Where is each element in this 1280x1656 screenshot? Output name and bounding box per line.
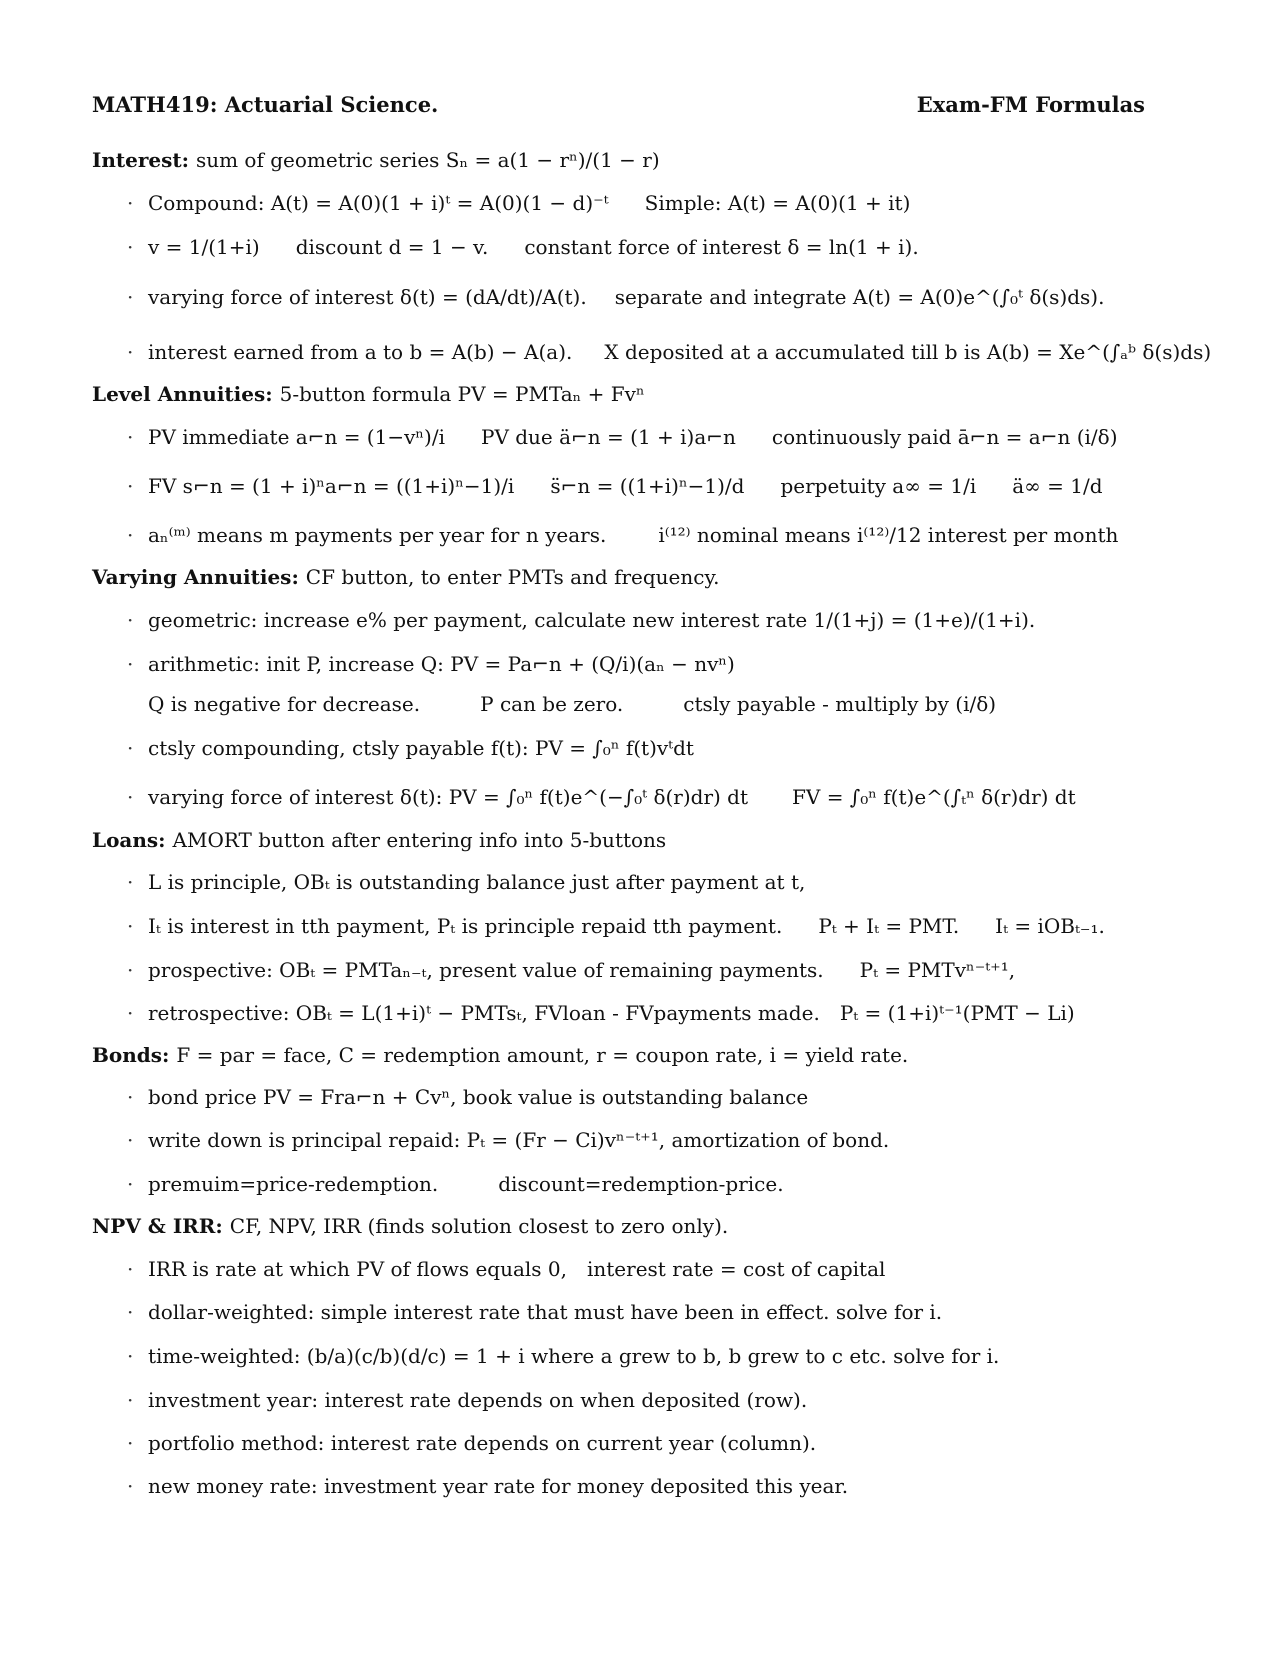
sheet-title: Exam-FM Formulas — [916, 92, 1145, 117]
formula-segment: FV = ∫₀ⁿ f(t)e^(∫ₜⁿ δ(r)dr) dt — [792, 785, 1076, 809]
formula-segment: Iₜ = iOBₜ₋₁. — [995, 914, 1105, 938]
bullet-icon: · — [127, 608, 134, 632]
formula-line — [0, 1077, 1280, 1117]
bullet-icon: · — [127, 1257, 134, 1281]
formula-segment: Pₜ + Iₜ = PMT. — [818, 914, 960, 938]
formula-segment: v = 1/(1+i) — [148, 235, 260, 259]
bullet-icon: · — [127, 191, 134, 215]
section-heading — [0, 1035, 1280, 1075]
bullet-icon: · — [127, 523, 134, 547]
bullet-icon: · — [127, 785, 134, 809]
bullet-icon: · — [127, 1172, 134, 1196]
section-heading — [0, 1206, 1280, 1246]
formula-line — [0, 1466, 1280, 1506]
formula-segment: premuim=price-redemption. — [148, 1172, 439, 1196]
formula-line — [0, 466, 1280, 506]
formula-segment: discount=redemption-price. — [498, 1172, 784, 1196]
formula-segment: prospective: OBₜ = PMTaₙ₋ₜ, present value of remaining payments. — [148, 958, 824, 982]
formula-segment: IRR is rate at which PV of flows equals 0, — [148, 1257, 567, 1281]
formula-segment: i⁽¹²⁾ nominal means i⁽¹²⁾/12 interest per month — [658, 523, 1119, 547]
formula-segment: ä∞ = 1/d — [1012, 474, 1103, 498]
formula-line — [0, 600, 1280, 640]
formula-segment: investment year: interest rate depends on when deposited (row). — [148, 1388, 808, 1412]
formula-line — [0, 227, 1280, 267]
formula-segment: varying force of interest δ(t): PV = ∫₀ⁿ f(t)e^(−∫₀ᵗ δ(r)dr) dt — [148, 785, 749, 809]
bullet-icon: · — [127, 1344, 134, 1368]
bullet-icon: · — [127, 235, 134, 259]
bullet-icon: · — [127, 474, 134, 498]
section-title: Varying Annuities: — [92, 565, 306, 589]
section-title: Level Annuities: — [92, 382, 280, 406]
formula-segment: retrospective: OBₜ = L(1+i)ᵗ − PMTsₜ, FVloan - FVpayments made. — [148, 1001, 820, 1025]
formula-segment: Iₜ is interest in tth payment, Pₜ is principle repaid tth payment. — [148, 914, 783, 938]
formula-segment: bond price PV = Fra⌐n + Cvⁿ, book value is outstanding balance — [148, 1085, 809, 1109]
formula-segment: Pₜ = PMTvⁿ⁻ᵗ⁺¹, — [859, 958, 1016, 982]
section-heading — [0, 557, 1280, 597]
bullet-icon: · — [127, 914, 134, 938]
section-title: Bonds: — [92, 1043, 177, 1067]
formula-segment: X deposited at a accumulated till b is A(b) = Xe^(∫ₐᵇ δ(s)ds) — [604, 340, 1212, 364]
formula-segment: Compound: A(t) = A(0)(1 + i)ᵗ = A(0)(1 − d)⁻ᵗ — [148, 191, 609, 215]
bullet-icon: · — [127, 736, 134, 760]
section-title: Loans: — [92, 828, 173, 852]
formula-line — [0, 993, 1280, 1033]
formula-line — [0, 417, 1280, 457]
formula-segment: P can be zero. — [480, 692, 624, 716]
formula-line — [0, 728, 1280, 768]
formula-segment: FV s⌐n = (1 + i)ⁿa⌐n = ((1+i)ⁿ−1)/i — [148, 474, 515, 498]
formula-segment: L is principle, OBₜ is outstanding balance just after payment at t, — [148, 870, 806, 894]
formula-segment: Simple: A(t) = A(0)(1 + it) — [644, 191, 911, 215]
formula-line — [0, 684, 1280, 724]
bullet-icon: · — [127, 340, 134, 364]
formula-segment: continuously paid ā⌐n = a⌐n (i/δ) — [771, 425, 1118, 449]
formula-segment: interest rate = cost of capital — [586, 1257, 886, 1281]
formula-segment: separate and integrate A(t) = A(0)e^(∫₀ᵗ δ(s)ds). — [614, 285, 1105, 309]
bullet-icon: · — [127, 1300, 134, 1324]
formula-line — [0, 1292, 1280, 1332]
formula-segment: dollar-weighted: simple interest rate that must have been in effect. solve for i. — [148, 1300, 943, 1324]
section-heading — [0, 820, 1280, 860]
formula-segment: PV due ä⌐n = (1 + i)a⌐n — [480, 425, 736, 449]
formula-segment: Pₜ = (1+i)ᵗ⁻¹(PMT − Li) — [839, 1001, 1075, 1025]
formula-segment: arithmetic: init P, increase Q: PV = Pa⌐n + (Q/i)(aₙ − nvⁿ) — [148, 652, 735, 676]
formula-segment: new money rate: investment year rate for money deposited this year. — [148, 1474, 849, 1498]
formula-segment: Q is negative for decrease. — [148, 692, 421, 716]
formula-line — [0, 1120, 1280, 1160]
formula-segment: ctsly compounding, ctsly payable f(t): PV = ∫₀ⁿ f(t)vᵗdt — [148, 736, 694, 760]
formula-line — [0, 950, 1280, 990]
formula-segment: AMORT button after entering info into 5-buttons — [172, 828, 667, 852]
formula-segment: time-weighted: (b/a)(c/b)(d/c) = 1 + i where a grew to b, b grew to c etc. solve for i. — [148, 1344, 1000, 1368]
section-heading — [0, 140, 1280, 180]
formula-line — [0, 1380, 1280, 1420]
formula-segment: aₙ⁽ᵐ⁾ means m payments per year for n years. — [148, 523, 607, 547]
formula-segment: constant force of interest δ = ln(1 + i). — [524, 235, 919, 259]
bullet-icon: · — [127, 958, 134, 982]
formula-segment: write down is principal repaid: Pₜ = (Fr − Ci)vⁿ⁻ᵗ⁺¹, amortization of bond. — [148, 1128, 890, 1152]
bullet-icon: · — [127, 652, 134, 676]
formula-segment: varying force of interest δ(t) = (dA/dt)/A(t). — [148, 285, 587, 309]
formula-line — [0, 515, 1280, 555]
bullet-icon: · — [127, 285, 134, 309]
formula-line — [0, 644, 1280, 684]
formula-segment: F = par = face, C = redemption amount, r = coupon rate, i = yield rate. — [176, 1043, 909, 1067]
formula-segment: geometric: increase e% per payment, calculate new interest rate 1/(1+j) = (1+e)/(1+i). — [148, 608, 1036, 632]
formula-segment: discount d = 1 − v. — [295, 235, 489, 259]
formula-segment: CF button, to enter PMTs and frequency. — [305, 565, 720, 589]
formula-segment: interest earned from a to b = A(b) − A(a). — [148, 340, 573, 364]
formula-line — [0, 862, 1280, 902]
bullet-icon: · — [127, 425, 134, 449]
formula-segment: CF, NPV, IRR (finds solution closest to zero only). — [229, 1214, 729, 1238]
formula-segment: portfolio method: interest rate depends on current year (column). — [148, 1431, 817, 1455]
formula-line — [0, 277, 1280, 317]
formula-segment: ctsly payable - multiply by (i/δ) — [683, 692, 997, 716]
formula-segment: perpetuity a∞ = 1/i — [780, 474, 977, 498]
section-heading — [0, 374, 1280, 414]
formula-segment: sum of geometric series Sₙ = a(1 − rⁿ)/(1 − r) — [195, 148, 660, 172]
bullet-icon: · — [127, 1001, 134, 1025]
bullet-icon: · — [127, 1128, 134, 1152]
formula-line — [0, 1249, 1280, 1289]
formula-line — [0, 332, 1280, 372]
section-title: NPV & IRR: — [92, 1214, 230, 1238]
formula-segment: 5-button formula PV = PMTaₙ + Fvⁿ — [279, 382, 645, 406]
formula-line — [0, 1336, 1280, 1376]
bullet-icon: · — [127, 1388, 134, 1412]
bullet-icon: · — [127, 1085, 134, 1109]
formula-segment: s̈⌐n = ((1+i)ⁿ−1)/d — [550, 474, 745, 498]
bullet-icon: · — [127, 870, 134, 894]
formula-segment: PV immediate a⌐n = (1−vⁿ)/i — [148, 425, 445, 449]
course-title: MATH419: Actuarial Science. — [92, 92, 439, 117]
formula-line — [0, 1164, 1280, 1204]
formula-line — [0, 1423, 1280, 1463]
bullet-icon: · — [127, 1431, 134, 1455]
section-title: Interest: — [92, 148, 196, 172]
formula-line — [0, 777, 1280, 817]
formula-line — [0, 906, 1280, 946]
formula-line — [0, 183, 1280, 223]
bullet-icon: · — [127, 1474, 134, 1498]
